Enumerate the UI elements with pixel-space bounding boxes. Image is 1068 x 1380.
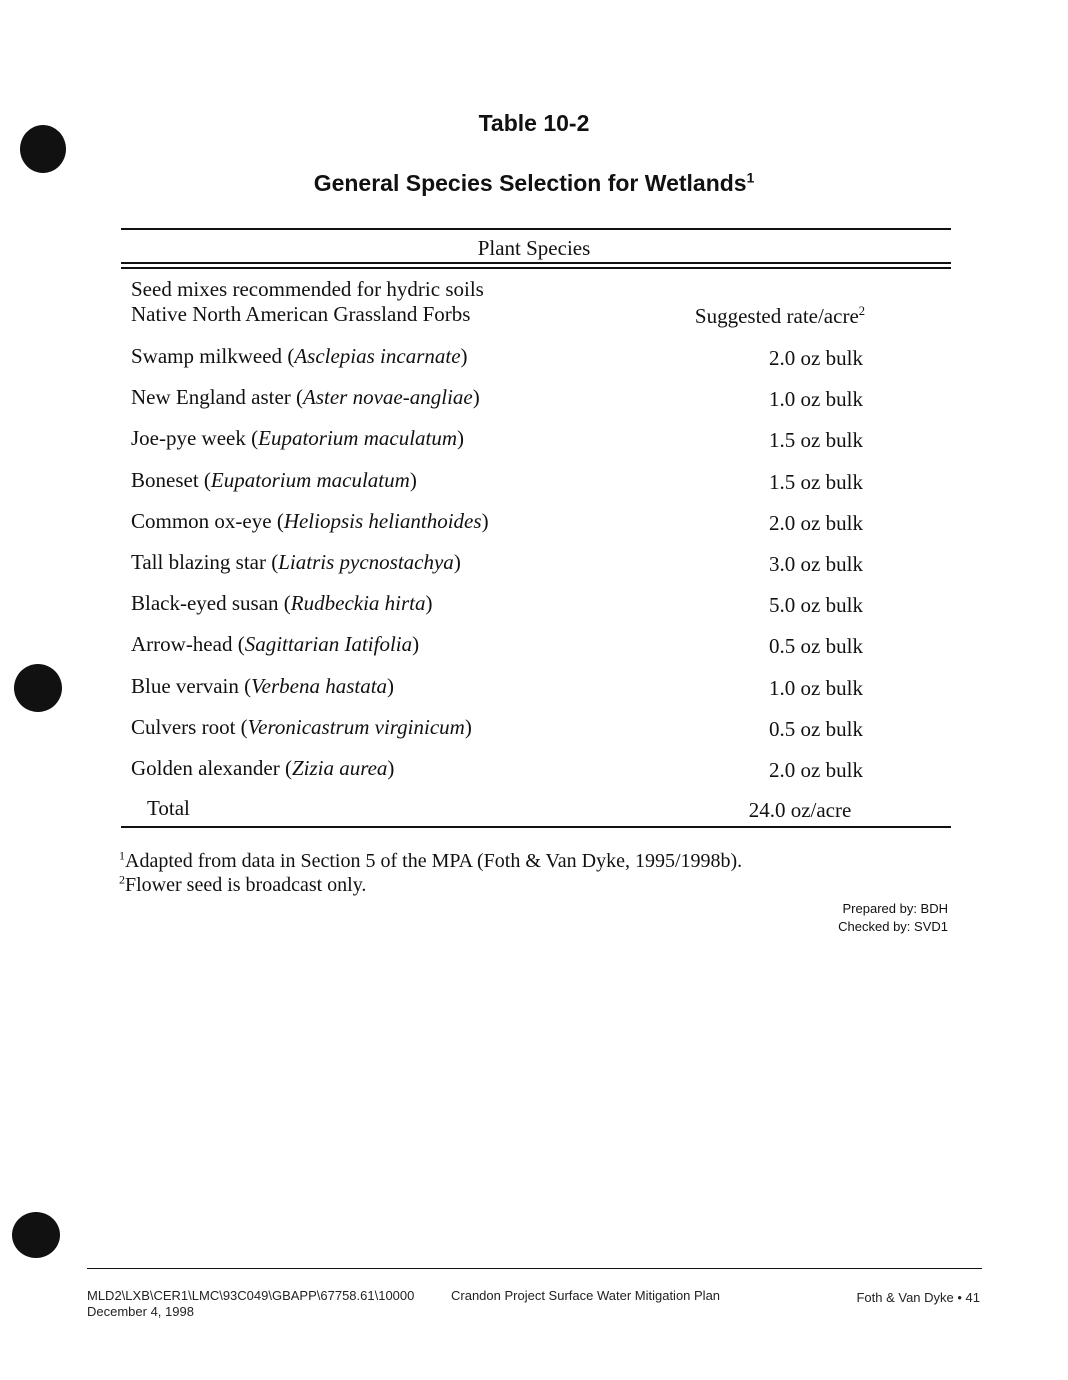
- species-scientific-name: Heliopsis helianthoides: [283, 508, 482, 533]
- species-rate: 5.0 oz bulk: [769, 593, 863, 618]
- species-rate: 3.0 oz bulk: [769, 552, 863, 576]
- species-scientific-name: Eupatorium maculatum: [210, 467, 410, 492]
- species-scientific-name: Rudbeckia hirta: [290, 591, 426, 616]
- intro-line-2: Native North American Grassland Forbs: [131, 302, 471, 326]
- species-rate: 1.5 oz bulk: [769, 428, 863, 453]
- table-row: [131, 591, 951, 617]
- table-row: [131, 632, 951, 658]
- footer-rule: [87, 1268, 982, 1269]
- punch-hole-middle: [14, 664, 62, 712]
- header-rule-2: [121, 267, 951, 269]
- table-row: [131, 468, 951, 494]
- species-scientific-name: Asclepias incarnate: [294, 344, 461, 368]
- species-name: New England aster (Aster novae-angliae): [131, 385, 480, 410]
- species-scientific-name: Veronicastrum virginicum: [247, 714, 465, 739]
- species-common-name: Joe-pye week: [131, 426, 246, 451]
- species-common-name: Common ox-eye: [131, 508, 272, 533]
- footer-path: MLD2\LXB\CER1\LMC\93C049\GBAPP\67758.61\10000: [87, 1288, 415, 1303]
- species-rate: 2.0 oz bulk: [769, 758, 863, 782]
- table-top-rule: [121, 228, 951, 230]
- species-rate: 1.0 oz bulk: [769, 387, 863, 412]
- species-name: Joe-pye week (Eupatorium maculatum): [131, 426, 465, 451]
- footer-company-page: Foth & Van Dyke • 41: [856, 1290, 980, 1305]
- species-scientific-name: Verbena hastata: [251, 673, 388, 698]
- table-row: [131, 509, 951, 535]
- intro-line-1: Seed mixes recommended for hydric soils: [131, 277, 484, 301]
- footer-date: December 4, 1998: [87, 1304, 194, 1319]
- footnote-2-mark: 2: [119, 872, 125, 887]
- table-row: [131, 344, 951, 370]
- total-label: Total: [147, 796, 190, 820]
- species-scientific-name: Liatris pycnostachya: [278, 550, 454, 574]
- footnote-2-text: Flower seed is broadcast only.: [125, 874, 367, 896]
- species-name: Swamp milkweed (Asclepias incarnate): [131, 344, 468, 368]
- species-rate: 1.5 oz bulk: [769, 469, 863, 494]
- species-rate: 0.5 oz bulk: [769, 634, 863, 659]
- species-scientific-name: Eupatorium maculatum: [258, 426, 458, 451]
- species-common-name: Blue vervain: [131, 673, 239, 698]
- species-common-name: New England aster: [131, 385, 291, 410]
- total-value: 24.0 oz/acre: [748, 798, 852, 822]
- species-common-name: Tall blazing star: [131, 550, 266, 574]
- table-row: [131, 385, 951, 411]
- footer-project: Crandon Project Surface Water Mitigation Plan: [451, 1288, 721, 1303]
- species-name: Blue vervain (Verbena hastata): [131, 673, 395, 698]
- species-common-name: Golden alexander: [131, 756, 280, 780]
- species-name: Culvers root (Veronicastrum virginicum): [131, 714, 472, 739]
- table-row: [131, 550, 951, 576]
- species-rate: 2.0 oz bulk: [769, 346, 863, 370]
- species-common-name: Arrow-head: [131, 632, 233, 657]
- species-scientific-name: Aster novae-angliae: [303, 385, 473, 410]
- table-header: Plant Species: [477, 236, 591, 260]
- rate-footnote-mark: 2: [858, 304, 866, 318]
- table-row: [131, 426, 951, 452]
- rate-header-text: Suggested rate/acre: [694, 304, 859, 328]
- species-scientific-name: Zizia aurea: [291, 756, 388, 780]
- footnote-1-text: Adapted from data in Section 5 of the MPA (Foth & Van Dyke, 1995/1998b).: [125, 850, 743, 872]
- table-label: Table 10-2: [478, 110, 590, 136]
- footnote-1: [119, 850, 742, 873]
- species-common-name: Swamp milkweed: [131, 344, 283, 368]
- table-bottom-rule: [121, 826, 951, 828]
- punch-hole-bottom: [12, 1212, 60, 1258]
- species-rate: 1.0 oz bulk: [769, 675, 863, 700]
- species-common-name: Culvers root: [131, 714, 236, 739]
- species-name: Tall blazing star (Liatris pycnostachya): [131, 550, 461, 574]
- species-name: Black-eyed susan (Rudbeckia hirta): [131, 591, 433, 616]
- checked-by: Checked by: SVD1: [838, 919, 948, 934]
- species-scientific-name: Sagittarian Iatifolia: [244, 632, 413, 657]
- species-name: Common ox-eye (Heliopsis helianthoides): [131, 508, 489, 533]
- species-name: Golden alexander (Zizia aurea): [131, 756, 395, 780]
- table-row: [131, 674, 951, 700]
- table-row: [131, 715, 951, 741]
- species-common-name: Black-eyed susan: [131, 591, 279, 616]
- footnote-2: [119, 874, 366, 897]
- header-rule-1: [121, 262, 951, 264]
- species-common-name: Boneset: [131, 467, 199, 492]
- page-title: [0, 170, 1068, 197]
- table-row: [131, 756, 951, 782]
- prepared-by: Prepared by: BDH: [842, 901, 948, 916]
- species-rate: 2.0 oz bulk: [769, 510, 863, 535]
- species-name: Arrow-head (Sagittarian Iatifolia): [131, 632, 420, 657]
- rate-column-header: [680, 304, 880, 329]
- species-rate: 0.5 oz bulk: [769, 716, 863, 741]
- species-name: Boneset (Eupatorium maculatum): [131, 467, 417, 492]
- footnote-1-mark: 1: [119, 848, 125, 863]
- page-title-text: General Species Selection for Wetlands: [313, 170, 747, 196]
- title-footnote-mark: 1: [746, 170, 755, 186]
